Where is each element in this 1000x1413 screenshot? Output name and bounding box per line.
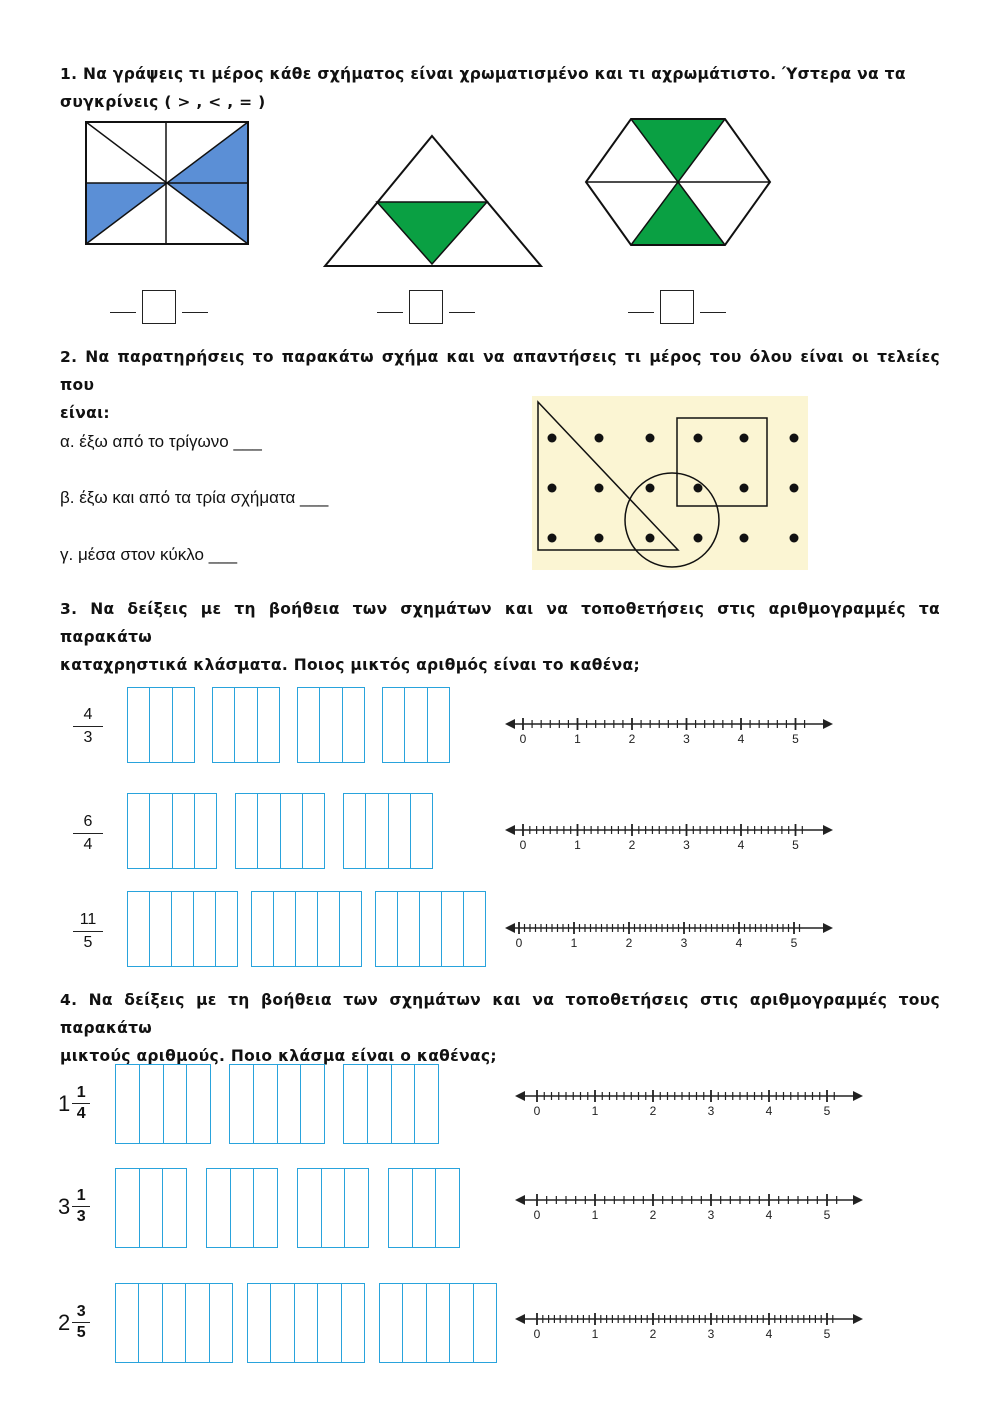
fraction-cell[interactable] [209,1284,232,1362]
fraction-rectangle[interactable] [382,687,450,763]
fraction-cell[interactable] [414,1065,438,1143]
q1-compare-1 [110,290,208,324]
whole-part: 2 [58,1309,71,1335]
fraction-rectangle[interactable] [115,1064,211,1144]
fraction-rectangle[interactable] [343,793,433,869]
fraction-cell[interactable] [194,794,216,868]
fraction-cell[interactable] [300,1065,324,1143]
fraction-cell[interactable] [234,688,256,762]
answer-blank[interactable] [182,312,208,313]
fraction-cell[interactable] [344,1169,368,1247]
answer-blank[interactable] [700,312,726,313]
fraction-cell[interactable] [253,1169,277,1247]
fraction-cell[interactable] [116,1169,139,1247]
tick-label: 1 [591,1208,599,1222]
q3-fraction-bars-1 [127,687,467,763]
axis-arrow-left [505,719,515,729]
fraction-cell[interactable] [149,892,171,966]
q2-answer-a: α. έξω από το τρίγωνο ___ [60,432,262,451]
denominator: 5 [76,1324,86,1341]
tick-label: 2 [628,732,636,746]
numerator: 6 [83,813,93,830]
q4-fraction-bars-1 [115,1064,457,1144]
answer-blank[interactable] [628,312,654,313]
q1-line1: 1. Να γράψεις τι μέρος κάθε σχήματος είναι χρωματισμένο και τι αχρωμάτιστο. Ύστερα να τα [60,65,906,83]
axis-arrow-right [853,1314,863,1324]
q3-number-line-1 [505,712,835,748]
tick-label: 1 [570,936,578,950]
denominator: 3 [76,1208,86,1225]
fraction-cell[interactable] [376,892,397,966]
fraction-cell[interactable] [391,1065,415,1143]
q1-title [60,60,940,116]
q2-dots-figure [532,396,808,570]
tick-label: 3 [683,732,690,746]
fraction-cell[interactable] [321,1169,345,1247]
numerator: 3 [76,1303,86,1320]
fraction-cell[interactable] [344,1065,367,1143]
tick-label: 0 [533,1327,541,1341]
fraction-cell[interactable] [172,794,194,868]
axis-arrow-right [853,1195,863,1205]
q4-mixed-2 [58,1187,90,1226]
q4-line2: μικτούς αριθμούς. Ποιο κλάσμα είναι ο καθένας; [60,1047,497,1065]
q4-number-line-2 [515,1188,865,1224]
fraction-cell[interactable] [427,688,449,762]
tick-label: 2 [649,1208,657,1222]
q4-number-line-3 [515,1307,865,1343]
fraction-cell[interactable] [257,688,279,762]
tick-label: 2 [628,838,636,852]
fraction-cell[interactable] [171,892,193,966]
fraction-cell[interactable] [441,892,463,966]
tick-label: 4 [765,1104,773,1118]
fraction-rectangle[interactable] [127,687,195,763]
tick-label: 2 [649,1327,657,1341]
fraction-cell[interactable] [116,1065,139,1143]
tick-label: 1 [574,732,581,746]
tick-label: 1 [591,1327,599,1341]
fraction-cell[interactable] [473,1284,496,1362]
fraction-cell[interactable] [277,1065,301,1143]
denominator: 4 [83,836,93,853]
fraction-cell[interactable] [404,688,426,762]
compare-box[interactable] [142,290,176,324]
fraction-rectangle[interactable] [115,1283,233,1363]
fraction-cell[interactable] [253,1065,277,1143]
tick-label: 3 [707,1104,715,1118]
fraction-cell[interactable] [213,688,234,762]
answer-blank[interactable] [449,312,475,313]
fraction-cell[interactable] [463,892,485,966]
fraction-rectangle[interactable] [115,1168,187,1248]
fraction-cell[interactable] [339,892,361,966]
tick-label: 5 [792,838,799,852]
q4-line1: 4. Να δείξεις με τη βοήθεια των σχημάτων και να τοποθετήσεις στις αριθμογραμμές τους παρακάτω [60,991,940,1037]
fraction-cell[interactable] [383,688,404,762]
q3-fraction-bars-2 [127,793,451,869]
tick-label: 1 [574,838,581,852]
fraction-cell[interactable] [389,1169,412,1247]
answer-blank[interactable] [377,312,403,313]
fraction-cell[interactable] [294,1284,317,1362]
q3-fraction-2 [73,813,103,854]
axis-arrow-right [853,1091,863,1101]
tick-label: 2 [649,1104,657,1118]
fraction-cell[interactable] [298,688,319,762]
tick-label: 3 [683,838,690,852]
fraction-cell[interactable] [248,1284,270,1362]
q1-rectangle-figure [84,120,250,248]
fraction-cell[interactable] [388,794,410,868]
fraction-cell[interactable] [207,1169,230,1247]
tick-label: 0 [533,1104,541,1118]
fraction-cell[interactable] [317,892,339,966]
fraction-cell[interactable] [230,1065,253,1143]
q3-fraction-1 [73,706,103,747]
fraction-rectangle[interactable] [247,1283,365,1363]
tick-label: 5 [823,1208,831,1222]
q1-hexagon-figure [584,117,772,249]
fraction-cell[interactable] [139,1169,163,1247]
fraction-cell[interactable] [257,794,279,868]
fraction-cell[interactable] [273,892,295,966]
q2-answer-b: β. έξω και από τα τρία σχήματα ___ [60,488,329,507]
fraction-cell[interactable] [402,1284,425,1362]
fraction-rectangle[interactable] [206,1168,278,1248]
fraction-cell[interactable] [295,892,317,966]
fraction-cell[interactable] [163,1065,187,1143]
tick-label: 4 [765,1208,773,1222]
q4-title [60,986,940,1070]
axis-arrow-left [515,1314,525,1324]
q2-line1: 2. Να παρατηρήσεις το παρακάτω σχήμα και να απαντήσεις τι μέρος του όλου είναι οι τελείες που [60,348,940,394]
q3-line1: 3. Να δείξεις με τη βοήθεια των σχημάτων και να τοποθετήσεις στις αριθμογραμμές τα παρακάτω [60,600,940,646]
tick-label: 4 [735,936,743,950]
tick-label: 3 [707,1327,715,1341]
fraction-rectangle[interactable] [375,891,486,967]
axis-arrow-right [823,923,833,933]
fraction-rectangle[interactable] [235,793,325,869]
fraction-rectangle[interactable] [388,1168,460,1248]
q1-line2: συγκρίνεις ( > , < , = ) [60,93,266,111]
fraction-cell[interactable] [270,1284,293,1362]
fraction-cell[interactable] [193,892,215,966]
q2-answer-c: γ. μέσα στον κύκλο ___ [60,545,238,564]
fraction-cell[interactable] [138,1284,161,1362]
tick-label: 3 [680,936,688,950]
q3-title [60,595,940,679]
q3-number-line-2 [505,818,835,854]
fraction-cell[interactable] [367,1065,391,1143]
fraction-cell[interactable] [298,1169,321,1247]
q1-compare-3 [628,290,726,324]
numerator: 4 [83,706,93,723]
fraction-rectangle[interactable] [127,793,217,869]
q3-fraction-bars-3 [127,891,499,967]
fraction-cell[interactable] [410,794,432,868]
whole-part: 3 [58,1193,71,1219]
fraction-cell[interactable] [435,1169,459,1247]
tick-label: 3 [707,1208,715,1222]
fraction-cell[interactable] [317,1284,340,1362]
tick-label: 4 [737,838,745,852]
q4-fraction-bars-2 [115,1168,479,1248]
fraction-cell[interactable] [342,688,364,762]
numerator: 11 [79,911,97,928]
fraction-cell[interactable] [162,1169,186,1247]
fraction-cell[interactable] [397,892,419,966]
whole-part: 1 [58,1090,71,1116]
fraction-cell[interactable] [139,1065,163,1143]
fraction-cell[interactable] [149,794,171,868]
numerator: 1 [76,1084,86,1101]
q4-mixed-3 [58,1303,90,1342]
q2-line2: είναι: [60,404,110,422]
tick-label: 4 [737,732,745,746]
compare-box[interactable] [660,290,694,324]
q3-line2: καταχρηστικά κλάσματα. Ποιος μικτός αριθμός είναι το καθένα; [60,656,640,674]
tick-label: 4 [765,1327,773,1341]
tick-label: 1 [591,1104,599,1118]
fraction-cell[interactable] [128,688,149,762]
fraction-cell[interactable] [230,1169,254,1247]
fraction-rectangle[interactable] [251,891,362,967]
denominator: 5 [83,934,93,951]
q4-mixed-1 [58,1084,90,1123]
q3-number-line-3 [505,916,835,952]
tick-label: 0 [519,838,527,852]
tick-label: 2 [625,936,633,950]
fraction-cell[interactable] [419,892,441,966]
fraction-rectangle[interactable] [297,1168,369,1248]
fraction-rectangle[interactable] [212,687,280,763]
tick-label: 0 [519,732,527,746]
fraction-cell[interactable] [185,1284,208,1362]
tick-label: 0 [515,936,523,950]
fraction-cell[interactable] [412,1169,436,1247]
fraction-cell[interactable] [116,1284,138,1362]
fraction-cell[interactable] [280,794,302,868]
fraction-cell[interactable] [128,892,149,966]
q2-title [60,343,940,427]
fraction-rectangle[interactable] [127,891,238,967]
axis-arrow-right [823,825,833,835]
compare-box[interactable] [409,290,443,324]
axis-arrow-right [823,719,833,729]
fraction-cell[interactable] [186,1065,210,1143]
fraction-cell[interactable] [162,1284,185,1362]
q4-fraction-bars-3 [115,1283,511,1363]
numerator: 1 [76,1187,86,1204]
fraction-rectangle[interactable] [343,1064,439,1144]
denominator: 3 [83,729,93,746]
denominator: 4 [76,1105,86,1122]
fraction-cell[interactable] [344,794,365,868]
fraction-cell[interactable] [236,794,257,868]
fraction-cell[interactable] [319,688,341,762]
fraction-rectangle[interactable] [229,1064,325,1144]
q1-triangle-figure [322,134,544,270]
q1-compare-2 [377,290,475,324]
axis-arrow-left [505,825,515,835]
tick-label: 5 [790,936,798,950]
fraction-cell[interactable] [302,794,324,868]
tick-label: 5 [792,732,799,746]
tick-label: 5 [823,1104,831,1118]
fraction-cell[interactable] [128,794,149,868]
tick-label: 5 [823,1327,831,1341]
fraction-rectangle[interactable] [297,687,365,763]
tick-label: 0 [533,1208,541,1222]
fraction-cell[interactable] [172,688,194,762]
fraction-cell[interactable] [341,1284,364,1362]
fraction-cell[interactable] [426,1284,449,1362]
fraction-cell[interactable] [449,1284,472,1362]
fraction-cell[interactable] [380,1284,402,1362]
fraction-cell[interactable] [252,892,273,966]
fraction-rectangle[interactable] [379,1283,497,1363]
answer-blank[interactable] [110,312,136,313]
q4-number-line-1 [515,1084,865,1120]
axis-arrow-left [505,923,515,933]
fraction-cell[interactable] [365,794,387,868]
fraction-cell[interactable] [215,892,237,966]
fraction-cell[interactable] [149,688,171,762]
axis-arrow-left [515,1195,525,1205]
q3-fraction-3 [73,911,103,952]
axis-arrow-left [515,1091,525,1101]
